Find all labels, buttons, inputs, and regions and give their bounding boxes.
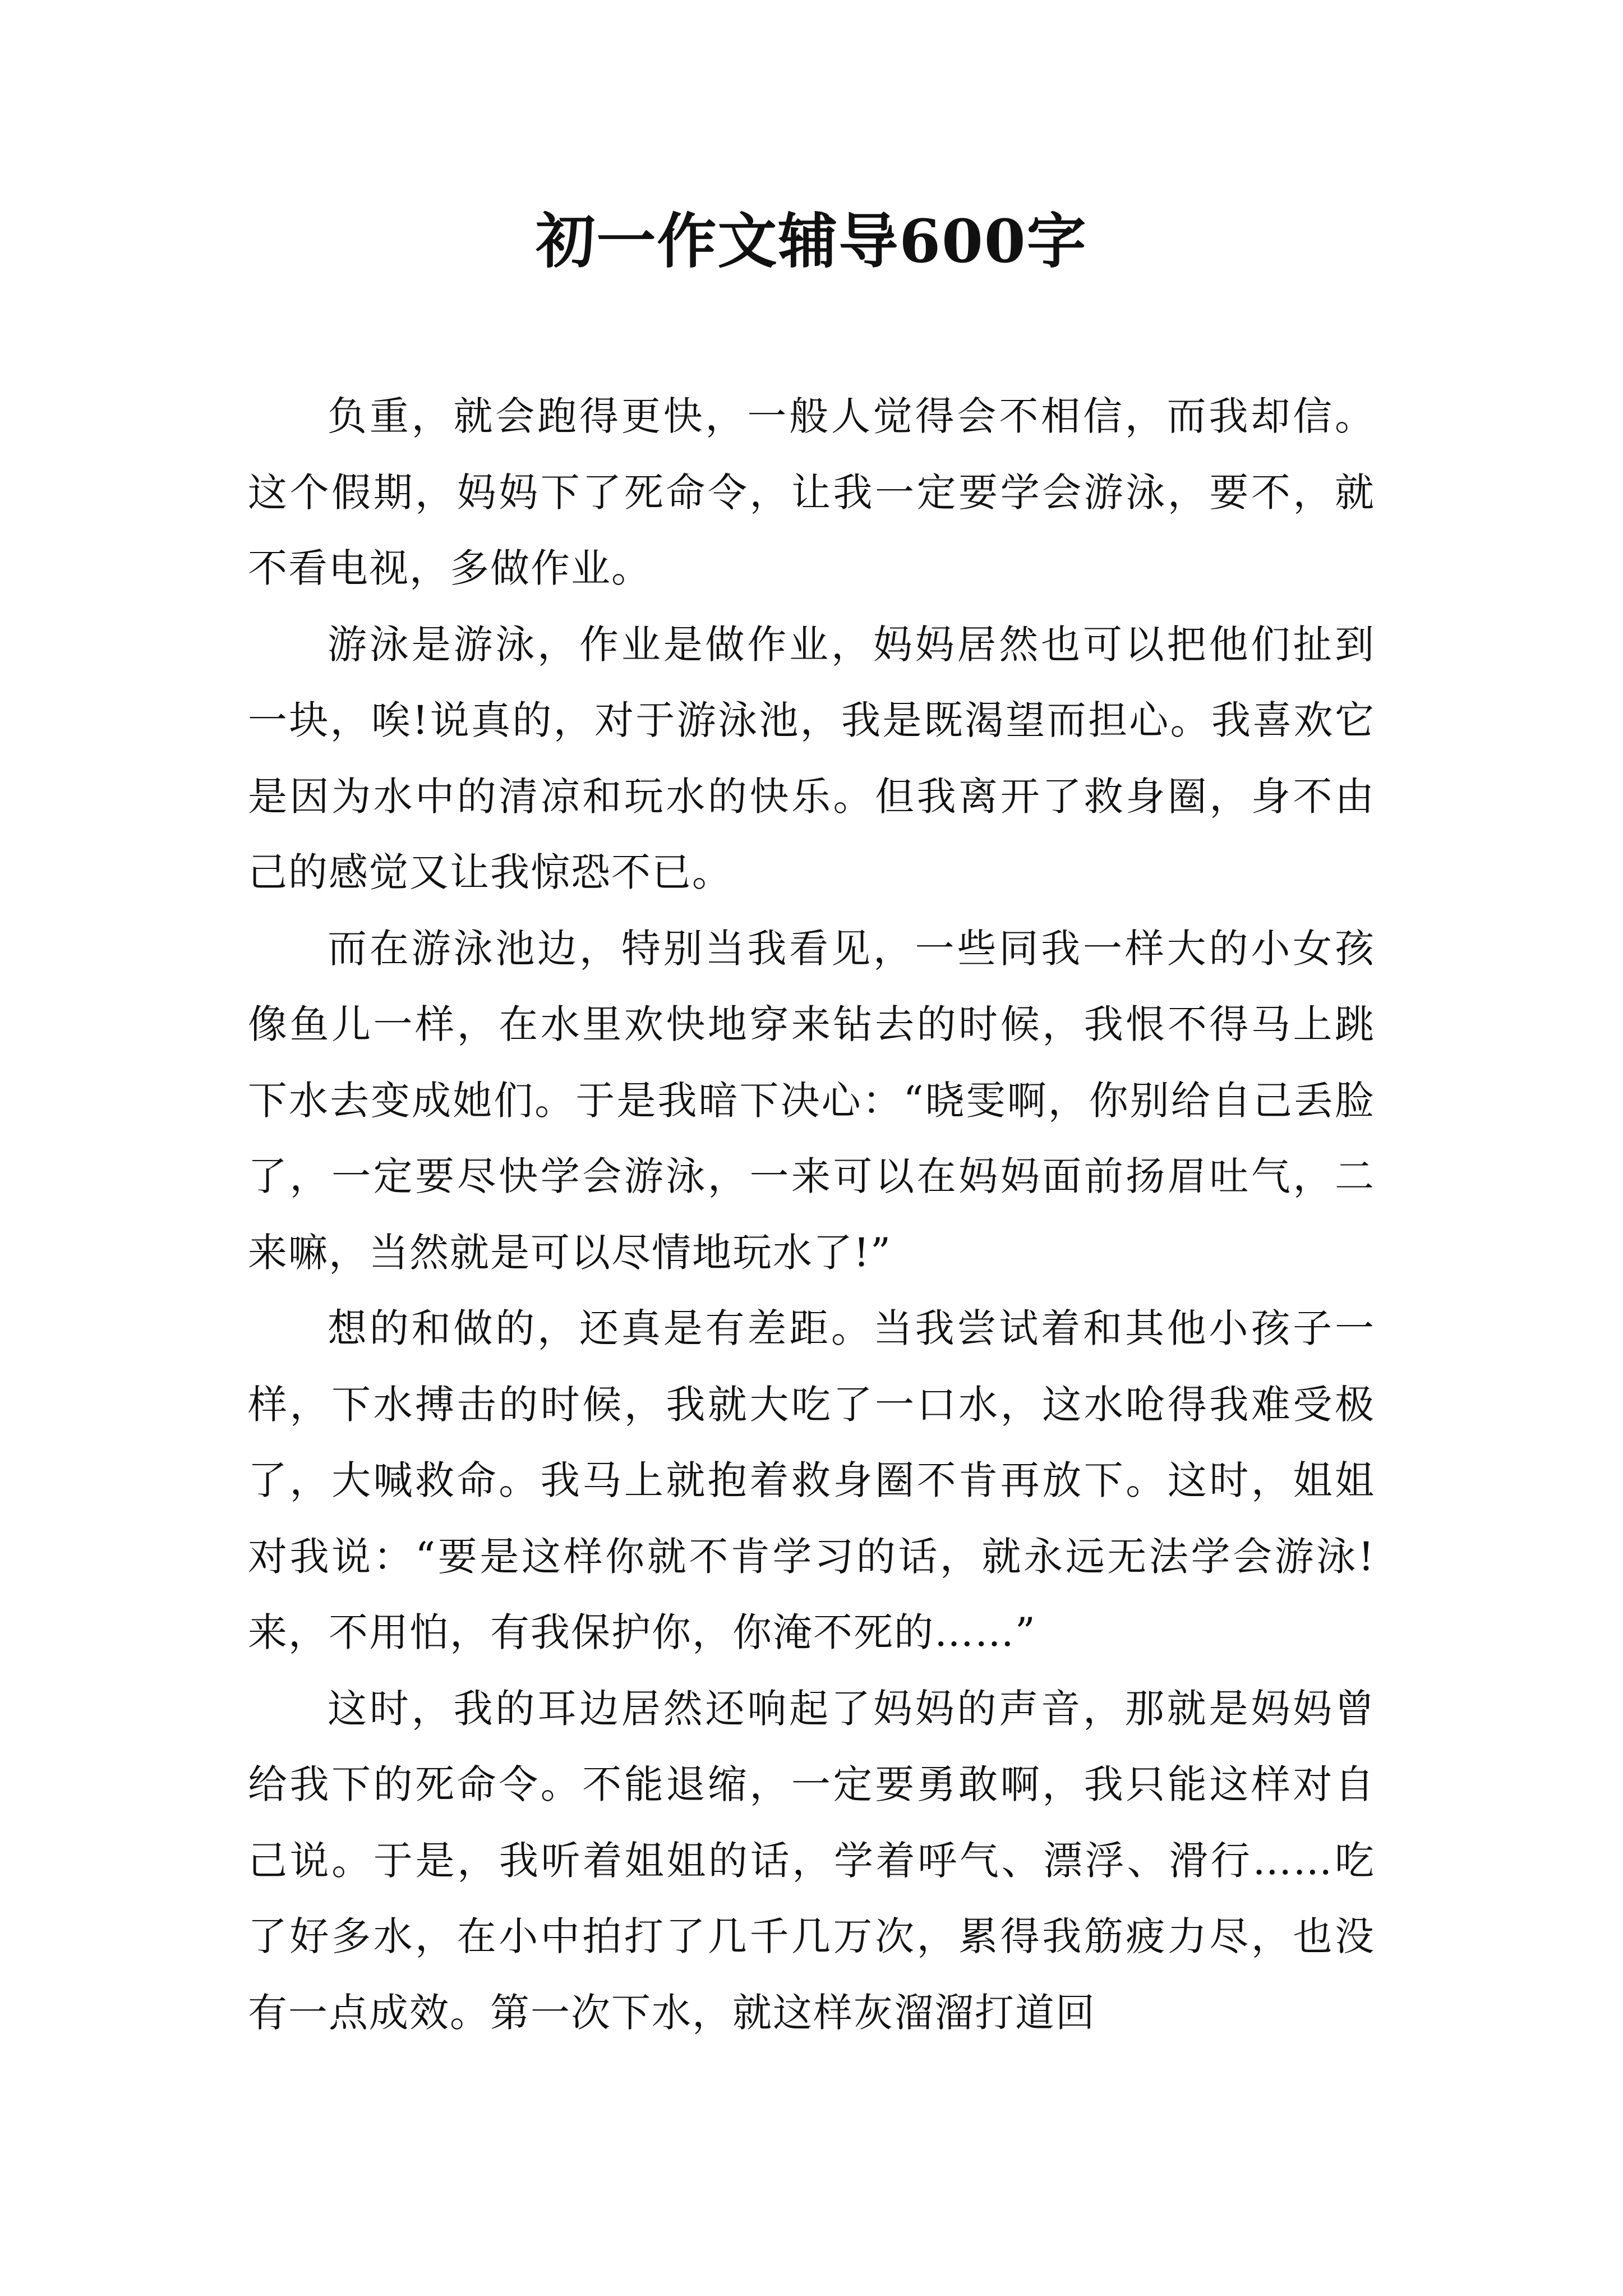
document-body <box>248 379 1375 2051</box>
paragraph-5: 这时，我的耳边居然还响起了妈妈的声音，那就是妈妈曾给我下的死命令。不能退缩，一定要勇敢啊，我只能这样对自己说。于是，我听着姐姐的话，学着呼气、漂浮、滑行……吃了好多水，在小中拍打了几千几万次，累得我筋疲力尽，也没有一点成效。第一次下水，就这样灰溜溜打道回 <box>248 1685 1375 2036</box>
paragraph-1: 负重，就会跑得更快，一般人觉得会不相信，而我却信。这个假期，妈妈下了死命令，让我一定要学会游泳，要不，就不看电视，多做作业。 <box>248 393 1375 591</box>
paragraph-2: 游泳是游泳，作业是做作业，妈妈居然也可以把他们扯到一块，唉!说真的，对于游泳池，我是既渴望而担心。我喜欢它是因为水中的清凉和玩水的快乐。但我离开了救身圈，身不由己的感觉又让我惊恐不已。 <box>248 621 1375 895</box>
paragraph-3: 而在游泳池边，特别当我看见，一些同我一样大的小女孩像鱼儿一样，在水里欢快地穿来钻去的时候，我恨不得马上跳下水去变成她们。于是我暗下决心：“晓雯啊，你别给自己丢脸了，一定要尽快学会游泳，一来可以在妈妈面前扬眉吐气，二来嘛，当然就是可以尽情地玩水了!” <box>248 925 1375 1276</box>
document-title: 初一作文辅导600字 <box>536 206 1087 276</box>
paragraph-4: 想的和做的，还真是有差距。当我尝试着和其他小孩子一样，下水搏击的时候，我就大吃了一口水，这水呛得我难受极了，大喊救命。我马上就抱着救身圈不肯再放下。这时，姐姐对我说：“要是这样你就不肯学习的话，就永远无法学会游泳!来，不用怕，有我保护你，你淹不死的……” <box>248 1305 1375 1655</box>
